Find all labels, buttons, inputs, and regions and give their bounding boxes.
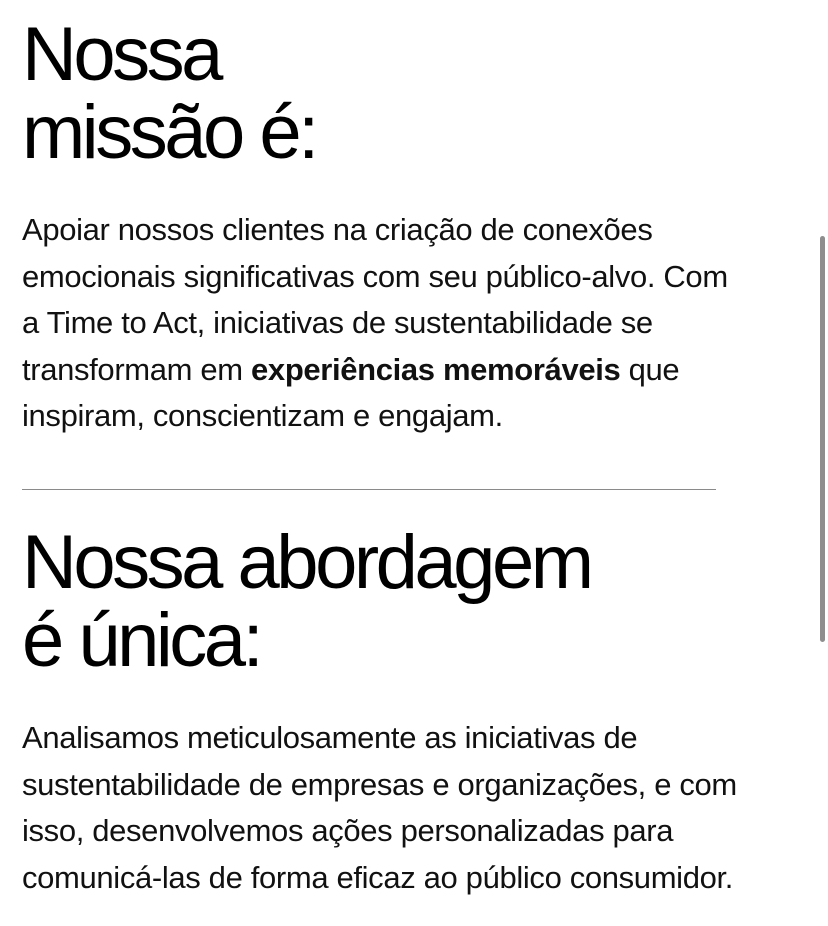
mission-heading-line-2: missão é: [22,90,316,175]
mission-text-line-4 [22,347,728,394]
mission-text-emphasis: experiências memoráveis [251,351,621,387]
vertical-scrollbar[interactable] [820,236,825,642]
approach-paragraph [22,715,737,901]
approach-text-line-3: isso, desenvolvemos ações personalizadas para [22,813,674,848]
mission-heading [22,12,316,175]
approach-heading-line-2: é única: [22,598,261,683]
mission-text-line-2: emocionais significativas com seu público-alvo. Com [22,258,728,294]
mission-text-line-4-pre: transformam em [22,351,252,387]
approach-text-line-1: Analisamos meticulosamente as iniciativas de [22,720,638,755]
section-divider [22,489,716,490]
mission-text-line-5: inspiram, conscientizam e engajam. [22,398,503,433]
approach-heading [22,520,591,683]
mission-paragraph [22,207,728,440]
mission-text-line-3: a Time to Act, iniciativas de sustentabilidade se [22,305,653,340]
approach-text-line-2: sustentabilidade de empresas e organizações, e com [22,766,737,802]
approach-heading-line-1: Nossa abordagem [22,520,591,605]
mission-text-line-4-post: que [620,351,680,387]
approach-text-line-4: comunicá-las de forma eficaz ao público consumidor. [22,859,734,895]
mission-text-line-1: Apoiar nossos clientes na criação de conexões [22,212,653,247]
mission-heading-line-1: Nossa [22,12,220,97]
